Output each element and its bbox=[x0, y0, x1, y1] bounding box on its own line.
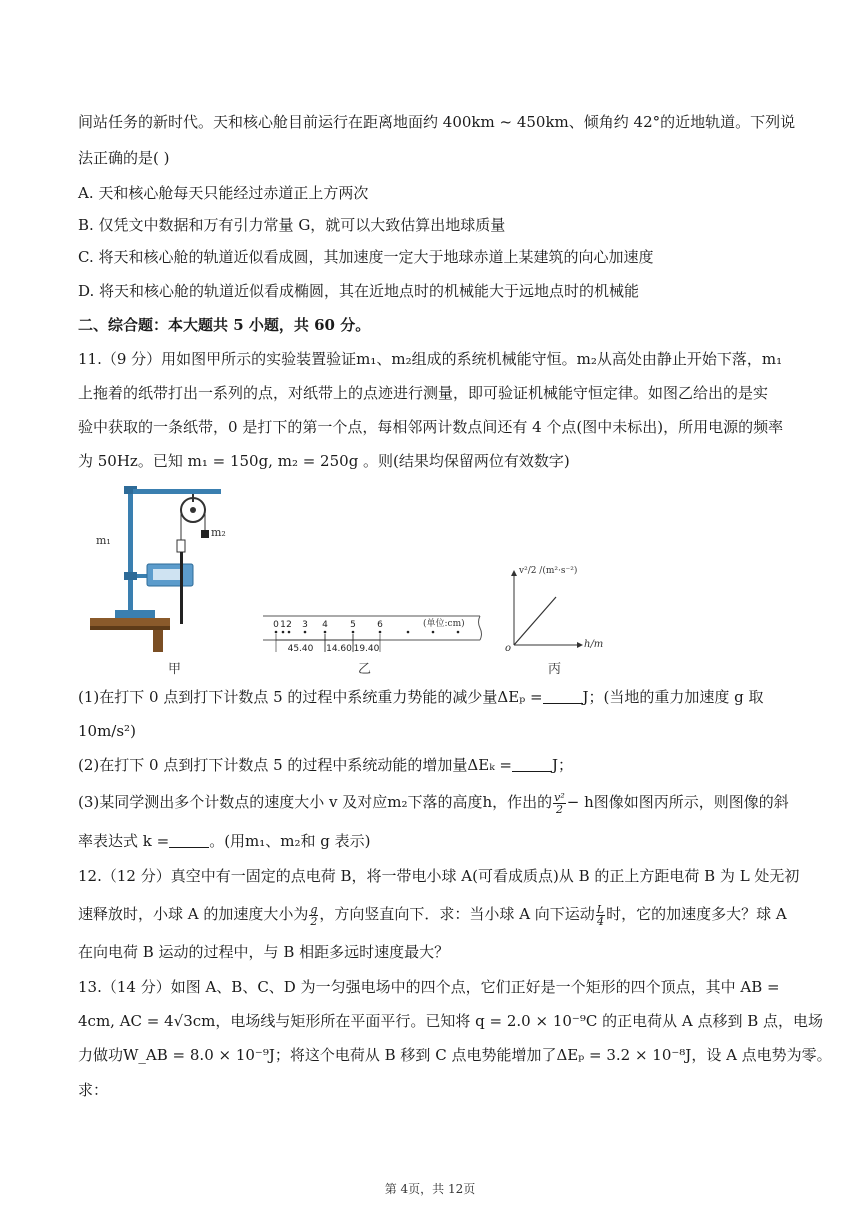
q11-part1-cont: 10m/s²) bbox=[78, 722, 136, 740]
q13-text: 13.（14 分）如图 A、B、C、D 为一匀强电场中的四个点，它们正好是一个矩形的四个顶点，其中 AB = bbox=[78, 978, 780, 996]
fraction-g-over-2 bbox=[309, 904, 318, 927]
q11-part2 bbox=[78, 754, 784, 776]
option-c: C. 将天和核心舱的轨道近似看成圆，其加速度一定大于地球赤道上某建筑的向心加速度 bbox=[78, 248, 654, 266]
figure-caption-yi: 乙 bbox=[358, 662, 372, 677]
tape-dot bbox=[432, 631, 435, 634]
q11-text: 验中获取的一条纸带，0 是打下的第一个点，每相邻两计数点间还有 4 个点(图中未标出)，所用电源的频率 bbox=[78, 418, 784, 436]
option-d: D. 将天和核心舱的轨道近似看成椭圆，其在近地点时的机械能大于远地点时的机械能 bbox=[78, 282, 640, 300]
figure-caption-jia: 甲 bbox=[168, 662, 182, 677]
q11-text: 上拖着的纸带打出一系列的点，对纸带上的点迹进行测量，即可验证机械能守恒定律。如图乙给出的是实 bbox=[78, 384, 769, 402]
q13-text: 求： bbox=[78, 1081, 109, 1099]
q12-text: 在向电荷 B 运动的过程中，与 B 相距多远时速度最大？ bbox=[78, 943, 450, 961]
fraction-L-over-4 bbox=[596, 904, 605, 927]
text-line: 法正确的是( ) bbox=[78, 149, 170, 167]
q11-text: 11.（9 分）用如图甲所示的实验装置验证m₁、m₂组成的系统机械能守恒。m₂从高处由静止开始下落，m₁ bbox=[78, 350, 783, 368]
graph-y-label: v²/2 /(m²·s⁻²) bbox=[519, 566, 578, 576]
q11-part1-tail: J；(当地的重力加速度 g 取 bbox=[582, 688, 764, 706]
tape-tick-label: 6 bbox=[377, 620, 383, 630]
q11-part2-tail: J； bbox=[552, 756, 574, 774]
answer-blank[interactable] bbox=[543, 689, 583, 704]
tape-distance-label: 19.40 bbox=[353, 644, 380, 654]
tape-dot bbox=[324, 631, 327, 634]
q12-text-b: ，方向竖直向下．求：当小球 A 向下运动 bbox=[319, 905, 595, 923]
q11-part3-tail: − h图像如图丙所示，则图像的斜 bbox=[566, 793, 789, 811]
tape-unit: (单位:cm) bbox=[423, 619, 465, 629]
frac-num: L bbox=[596, 902, 605, 916]
frac-den: 2 bbox=[555, 802, 563, 816]
q11-part3-cont bbox=[78, 830, 784, 852]
frac-den: 2 bbox=[310, 914, 318, 928]
q11-part3 bbox=[78, 790, 789, 816]
q11-text: 为 50Hz。已知 m₁ = 150g, m₂ = 250g 。则(结果均保留两位有效数字) bbox=[78, 452, 570, 470]
section-heading: 二、综合题：本大题共 5 小题，共 60 分。 bbox=[78, 316, 371, 334]
tape-distance-label: 45.40 bbox=[287, 644, 314, 654]
tape-dot bbox=[275, 631, 278, 634]
q11-part3-text: (3)某同学测出多个计数点的速度大小 v 及对应m₂下落的高度h，作出的 bbox=[78, 793, 553, 811]
q12-text-a: 速释放时，小球 A 的加速度大小为 bbox=[78, 905, 309, 923]
graph-x-label: h/m bbox=[584, 639, 604, 650]
q13-text: 力做功W_AB = 8.0 × 10⁻⁹J；将这个电荷从 B 移到 C 点电势能增加了ΔEₚ = 3.2 × 10⁻⁸J，设 A 点电势为零。 bbox=[78, 1046, 832, 1064]
figure-jia-apparatus bbox=[85, 478, 245, 653]
option-b: B. 仅凭文中数据和万有引力常量 G，就可以大致估算出地球质量 bbox=[78, 216, 506, 234]
tape-tick-label: 0 bbox=[273, 620, 279, 630]
tape-dot bbox=[457, 631, 460, 634]
option-a: A. 天和核心舱每天只能经过赤道正上方两次 bbox=[78, 184, 369, 202]
page-footer: 第 4页，共 12页 bbox=[384, 1182, 476, 1196]
q11-part2-text: (2)在打下 0 点到打下计数点 5 的过程中系统动能的增加量ΔEₖ = bbox=[78, 756, 512, 774]
q12-text-c: 时，它的加速度多大？球 A bbox=[606, 905, 787, 923]
q11-part3-k-tail: 。(用m₁、m₂和 g 表示) bbox=[209, 832, 371, 850]
q11-part3-k: 率表达式 k = bbox=[78, 832, 170, 850]
graph-origin: o bbox=[505, 643, 512, 654]
answer-blank[interactable] bbox=[169, 833, 209, 848]
answer-blank[interactable] bbox=[512, 757, 552, 772]
figure-caption-bing: 丙 bbox=[548, 662, 562, 677]
label-m2: m₂ bbox=[211, 526, 226, 539]
tape-dot bbox=[288, 631, 291, 634]
tape-tick-label: 3 bbox=[302, 620, 308, 630]
tape-distance-label: 14.60 bbox=[326, 644, 352, 654]
frac-num: g bbox=[310, 902, 318, 916]
q13-text: 4cm, AC = 4√3cm，电场线与矩形所在平面平行。已知将 q = 2.0 × 10⁻⁹C 的正电荷从 A 点移到 B 点，电场 bbox=[78, 1012, 824, 1030]
tape-dot bbox=[352, 631, 355, 634]
q11-part1 bbox=[78, 686, 784, 708]
frac-num: v² bbox=[554, 790, 565, 804]
tape-tick-label: 4 bbox=[322, 620, 328, 630]
tape-tick-label: 5 bbox=[350, 620, 356, 630]
tape-dot bbox=[304, 631, 307, 634]
graph-line bbox=[514, 597, 556, 645]
label-m1: m₁ bbox=[96, 534, 111, 547]
q12-text bbox=[78, 902, 787, 928]
tape-dot bbox=[379, 631, 382, 634]
q12-text: 12.（12 分）真空中有一固定的点电荷 B，将一带电小球 A(可看成质点)从 B 的正上方距电荷 B 为 L 处无初 bbox=[78, 867, 800, 885]
tape-dot bbox=[282, 631, 285, 634]
tape-tick-label: 2 bbox=[286, 620, 292, 630]
frac-den: 4 bbox=[596, 914, 604, 928]
fraction-v2-over-2 bbox=[553, 792, 566, 815]
q11-part1-text: (1)在打下 0 点到打下计数点 5 的过程中系统重力势能的减少量ΔEₚ = bbox=[78, 688, 543, 706]
figure-bing-graph bbox=[500, 565, 595, 657]
text-line: 间站任务的新时代。天和核心舱目前运行在距离地面约 400km ~ 450km、倾角约 42°的近地轨道。下列说 bbox=[78, 113, 796, 131]
tape-tick-label: 1 bbox=[280, 620, 286, 630]
tape-dot bbox=[407, 631, 410, 634]
